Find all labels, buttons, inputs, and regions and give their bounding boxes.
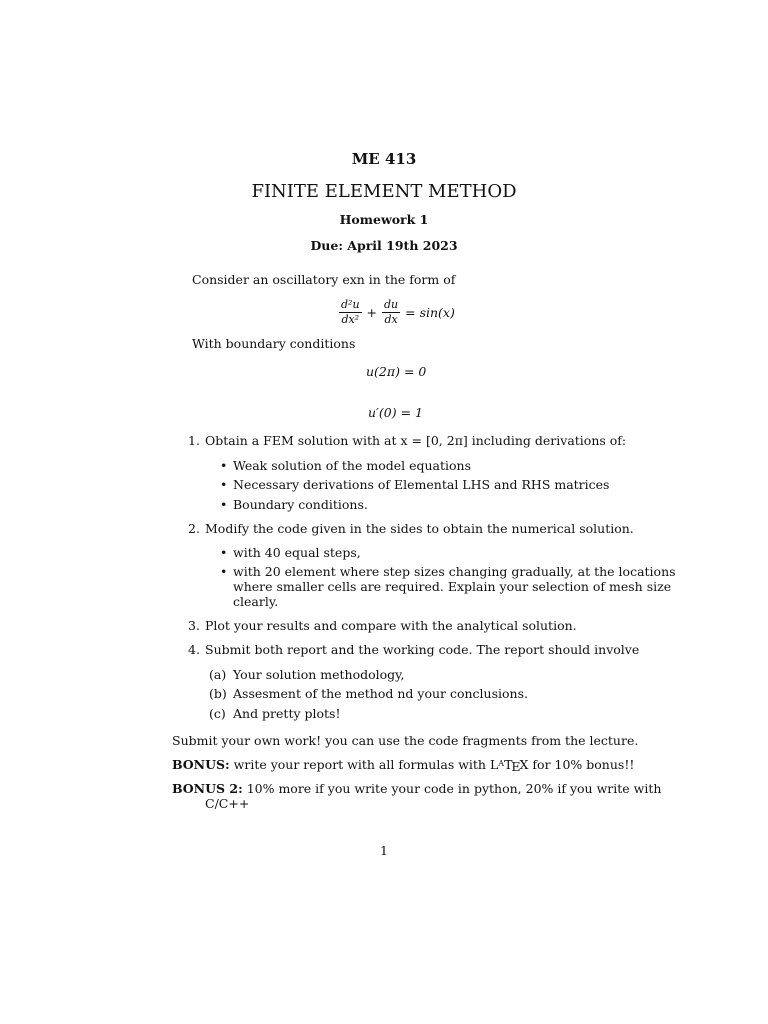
item-4-label: 4. [188, 642, 200, 657]
intro-text: Consider an oscillatory exn in the form of [192, 272, 456, 287]
item-4b-label: (b) [209, 686, 227, 701]
latex-logo: $L^ATEX$ [489, 757, 529, 774]
course-code: ME 413 [351, 150, 417, 168]
item-4b-text: Assesment of the method nd your conclusions. [233, 686, 528, 701]
item-4-text: Submit both report and the working code. The report should involve [205, 642, 640, 657]
bonus-1-text-pre: write your report with all formulas with [233, 757, 486, 772]
boundary-condition-2: u′(0) = 1 [368, 405, 423, 420]
item-4a-text: Your solution methodology, [233, 667, 405, 682]
document-title: FINITE ELEMENT METHOD [251, 181, 517, 202]
bc-intro-text: With boundary conditions [192, 336, 356, 351]
bonus-2-label: BONUS 2: [172, 781, 243, 796]
item-2-bullet-2-cont-1: where smaller cells are required. Explain your selection of mesh size [233, 579, 672, 594]
fraction-d2u-dx2 [339, 298, 362, 327]
bonus-2 [172, 781, 661, 797]
bonus-2-text: 10% more if you write your code in python, 20% if you write with [246, 781, 662, 796]
fraction-numerator: du [384, 298, 399, 311]
fraction-denominator: dx [384, 313, 398, 326]
fraction-denominator: dx² [341, 313, 360, 326]
item-4c-label: (c) [209, 706, 226, 721]
due-date: Due: April 19th 2023 [310, 238, 458, 253]
item-2-bullet-1: • with 40 equal steps, [233, 545, 361, 561]
homework-label: Homework 1 [339, 212, 429, 227]
item-3-text: Plot your results and compare with the analytical solution. [205, 618, 577, 633]
closing-note: Submit your own work! you can use the code fragments from the lecture. [172, 733, 639, 748]
item-2-label: 2. [188, 521, 200, 536]
item-4a-label: (a) [209, 667, 227, 682]
item-1-bullet-3: • Boundary conditions. [233, 497, 368, 513]
item-1-label: 1. [188, 433, 200, 448]
item-3-label: 3. [188, 618, 200, 633]
item-2-text: Modify the code given in the sides to obtain the numerical solution. [205, 521, 634, 536]
fraction-du-dx [382, 298, 400, 327]
equation-rhs: = sin(x) [405, 305, 455, 320]
fraction-numerator: d²u [341, 298, 360, 311]
main-equation [338, 298, 455, 327]
item-1-bullet-2: • Necessary derivations of Elemental LHS and RHS matrices [233, 477, 609, 493]
item-2-bullet-2-cont-2: clearly. [233, 594, 279, 609]
item-1-text: Obtain a FEM solution with at x = [0, 2π] including derivations of: [205, 433, 627, 448]
bonus-2-continuation: C/C++ [205, 796, 250, 811]
bonus-1 [172, 756, 634, 773]
bonus-1-text-post: for 10% bonus!! [532, 757, 635, 772]
boundary-condition-1: u(2π) = 0 [366, 364, 427, 379]
page-number: 1 [380, 843, 388, 858]
item-2-bullet-2: • with 20 element where step sizes changing gradually, at the locations [233, 564, 676, 580]
plus-sign: + [366, 305, 378, 320]
item-4c-text: And pretty plots! [233, 706, 341, 721]
bonus-1-label: BONUS: [172, 757, 230, 772]
item-1-bullet-1: • Weak solution of the model equations [233, 458, 471, 474]
